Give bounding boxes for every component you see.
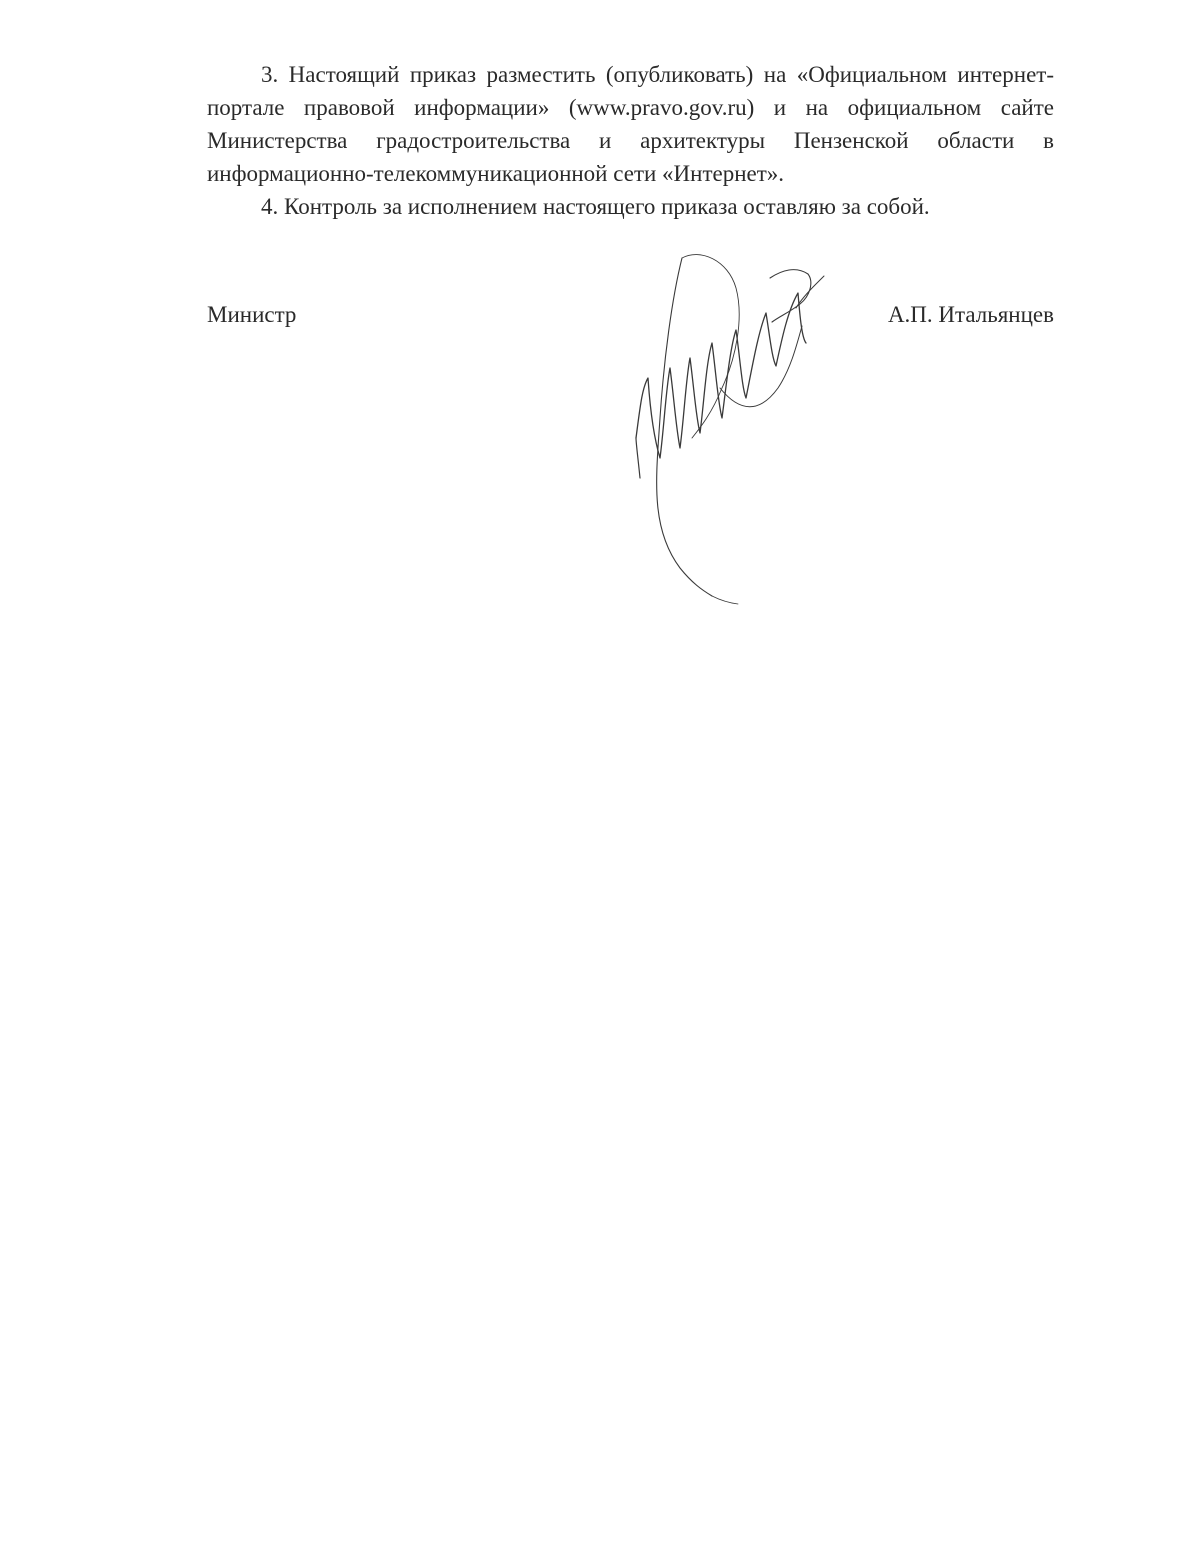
signatory-name: А.П. Итальянцев	[887, 302, 1054, 327]
document-body	[207, 58, 1054, 223]
paragraph-item-3: 3. Настоящий приказ разместить (опубликовать) на «Официальном интернет-портале правовой информации» (www.pravo.gov.ru) и на официальном сайте Министерства градостроительства и архитектуры Пензенской области в информационно-телекоммуникационной сети «Интернет».	[207, 62, 1054, 186]
handwritten-signature	[620, 238, 840, 608]
signatory-title: Министр	[207, 302, 297, 327]
paragraph-item-4: 4. Контроль за исполнением настоящего приказа оставляю за собой.	[261, 194, 930, 219]
